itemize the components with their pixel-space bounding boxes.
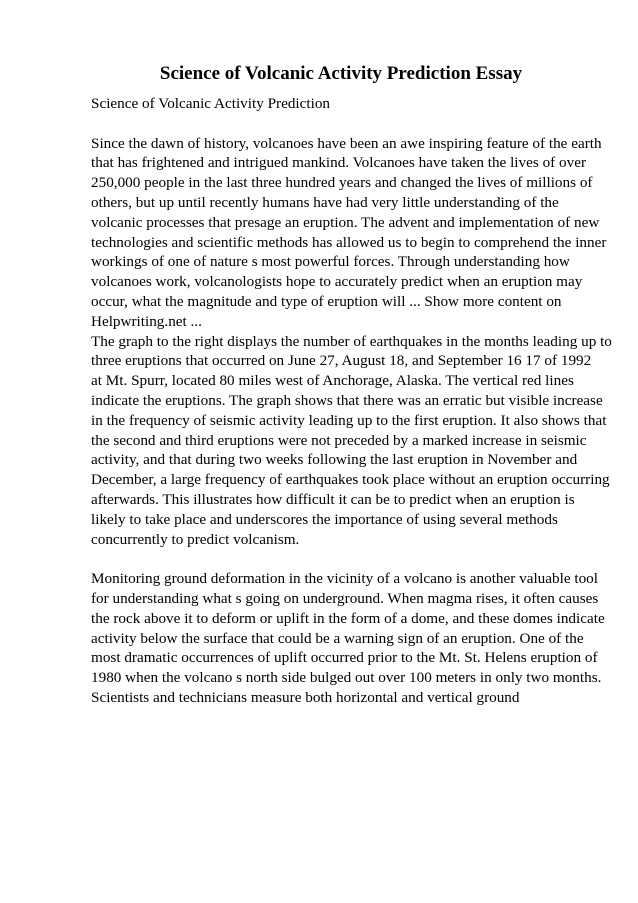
text-line: the second and third eruptions were not preceded by a marked increase in seismic (91, 431, 587, 449)
spacer (91, 549, 591, 569)
text-line: Monitoring ground deformation in the vicinity of a volcano is another valuable tool (91, 570, 598, 588)
text-line: Scientists and technicians measure both horizontal and vertical ground (91, 688, 520, 706)
text-line: volcanic processes that presage an eruption. The advent and implementation of new (91, 213, 600, 231)
text-line: 1980 when the volcano s north side bulged out over 100 meters in only two months. (91, 669, 602, 687)
text-line: The graph to the right displays the number of earthquakes in the months leading up to (91, 332, 612, 350)
text-line: occur, what the magnitude and type of eruption will ... Show more content on (91, 292, 562, 310)
text-line: Helpwriting.net ... (91, 312, 202, 330)
text-line: activity below the surface that could be a warning sign of an eruption. One of the (91, 629, 584, 647)
text-line: others, but up until recently humans have had very little understanding of the (91, 193, 559, 211)
document-subtitle: Science of Volcanic Activity Prediction (91, 95, 331, 112)
text-line: likely to take place and underscores the importance of using several methods (91, 510, 558, 528)
text-line: workings of one of nature s most powerful forces. Through understanding how (91, 253, 570, 271)
text-line: activity, and that during two weeks following the last eruption in November and (91, 451, 578, 469)
paragraph-3 (91, 569, 605, 708)
text-line: afterwards. This illustrates how difficult it can be to predict when an eruption is (91, 490, 575, 508)
text-line: concurrently to predict volcanism. (91, 530, 300, 548)
text-line: at Mt. Spurr, located 80 miles west of Anchorage, Alaska. The vertical red lines (91, 372, 574, 390)
paragraph-1 (91, 134, 607, 332)
text-line: in the frequency of seismic activity leading up to the first eruption. It also shows that (91, 411, 607, 429)
text-line: December, a large frequency of earthquakes took place without an eruption occurring (91, 471, 610, 489)
text-line: most dramatic occurrences of uplift occurred prior to the Mt. St. Helens eruption of (91, 649, 598, 667)
text-line: that has frightened and intrigued mankind. Volcanoes have taken the lives of over (91, 154, 587, 172)
text-line: Since the dawn of history, volcanoes have been an awe inspiring feature of the earth (91, 134, 602, 152)
text-line: three eruptions that occurred on June 27, August 18, and September 16 17 of 1992 (91, 352, 592, 370)
document-title: Science of Volcanic Activity Prediction Essay (159, 63, 523, 84)
text-line: volcanoes work, volcanologists hope to accurately predict when an eruption may (91, 273, 583, 291)
text-line: 250,000 people in the last three hundred years and changed the lives of millions of (91, 174, 593, 192)
text-line: technologies and scientific methods has allowed us to begin to comprehend the inner (91, 233, 607, 251)
text-line: for understanding what s going on underground. When magma rises, it often causes (91, 589, 599, 607)
spacer (91, 114, 591, 134)
text-line: indicate the eruptions. The graph shows that there was an erratic but visible increase (91, 391, 603, 409)
document-page (91, 60, 612, 708)
paragraph-2 (91, 332, 612, 550)
text-line: the rock above it to deform or uplift in the form of a dome, and these domes indicate (91, 609, 605, 627)
